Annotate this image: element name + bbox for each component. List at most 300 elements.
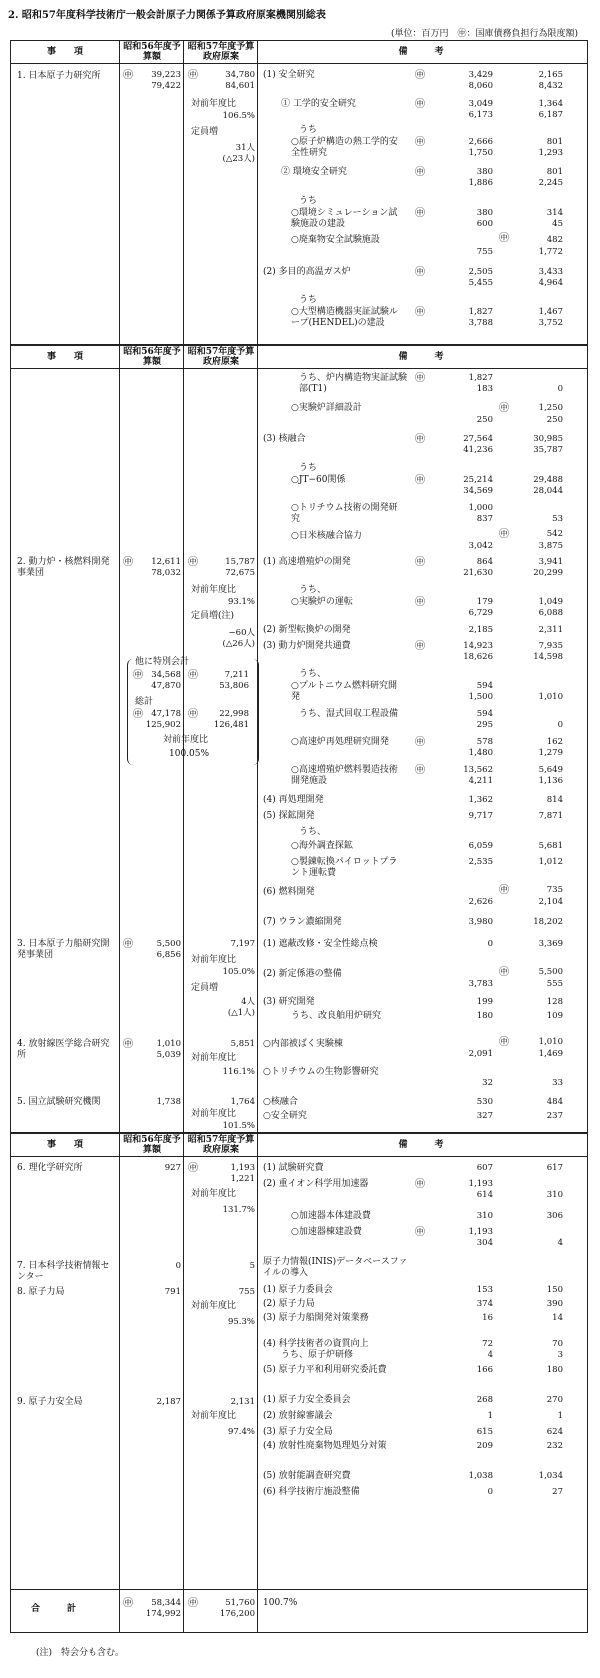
mark: ㊥ xyxy=(415,137,425,148)
remark-value: 4,964 xyxy=(538,278,563,288)
remark-label: ○大型構造機器実証試験ループ(HENDEL)の建設 xyxy=(291,307,398,328)
total-prev: 174,992 xyxy=(145,1609,181,1619)
remark-value: 128 xyxy=(546,997,563,1007)
remark-value: 1,034 xyxy=(538,1471,563,1481)
remark-value: 1,049 xyxy=(538,597,563,607)
header-prev: 昭和56年度予算額 xyxy=(123,1135,181,1155)
remark-value: 482 xyxy=(546,235,563,245)
item-name: 8. 原子力局 xyxy=(17,1287,65,1297)
remark-value: 864 xyxy=(476,557,493,567)
remark-value: 1,469 xyxy=(538,1049,563,1059)
staff-value: −60人 xyxy=(228,628,255,638)
table-header xyxy=(11,345,587,369)
total-ratio: 100.7% xyxy=(263,1598,298,1608)
remark-value: 180 xyxy=(546,1365,563,1375)
header-curr: 昭和57年度予算政府原案 xyxy=(187,347,255,367)
remark-value: 3,941 xyxy=(538,557,563,567)
remark-value: 3,042 xyxy=(468,541,493,551)
header-curr: 昭和57年度予算政府原案 xyxy=(187,1135,255,1155)
remark-value: 3,049 xyxy=(468,99,493,109)
remark-label: (1) 遮蔽改修・安全性総点検 xyxy=(263,939,378,949)
remark-value: 327 xyxy=(476,1111,493,1121)
prev-value: 6,856 xyxy=(156,950,181,960)
remark-value: 380 xyxy=(476,167,493,177)
mark: ㊥ xyxy=(415,641,425,652)
remark-value: 1,193 xyxy=(468,1179,493,1189)
remark-value: 1,480 xyxy=(468,748,493,758)
special-value: 34,568 xyxy=(151,670,181,680)
remark-value: 310 xyxy=(546,1190,563,1200)
header-prev: 昭和56年度予算額 xyxy=(123,42,181,62)
remark-value: 270 xyxy=(546,1395,563,1405)
item-name: 1. 日本原子力研究所 xyxy=(17,71,101,81)
mark: ㊥ xyxy=(499,403,509,414)
remark-label: ○トリチウム技術の開発研究 xyxy=(291,503,398,524)
ratio-value: 97.4% xyxy=(227,1427,255,1437)
remark-value: 1,000 xyxy=(468,503,493,513)
prev-value: 1,010 xyxy=(156,1039,181,1049)
remark-value: 3,980 xyxy=(468,917,493,927)
remark-label: うち、炉内構造物実証試験部(T1) xyxy=(299,373,408,394)
remark-value: 1,010 xyxy=(538,1037,563,1047)
curr-value: 1,764 xyxy=(230,1097,255,1107)
remark-value: 1,279 xyxy=(538,748,563,758)
mark: ㊥ xyxy=(499,885,509,896)
mark: ㊥ xyxy=(415,1179,425,1190)
remark-label: (4) 放射性廃棄物処理処分対策 xyxy=(263,1441,387,1451)
curr-value: 7,197 xyxy=(230,939,255,949)
remark-label: (2) 新定係港の整備 xyxy=(263,969,342,979)
prev-value: 39,223 xyxy=(151,70,181,80)
remark-label: 原子力情報(INIS)データベースファイルの導入 xyxy=(263,1257,408,1278)
grand-total-value: 22,998 xyxy=(219,709,249,719)
remark-label: ① 工学的安全研究 xyxy=(281,99,356,109)
header-remarks: 備 考 xyxy=(398,352,444,362)
remark-value: 0 xyxy=(487,1487,493,1497)
mark: ㊥ xyxy=(188,670,198,681)
prev-value: 79,422 xyxy=(151,81,181,91)
remark-label: ○安全研究 xyxy=(263,1111,307,1121)
grand-total-ratio-label: 対前年度比 xyxy=(163,735,209,745)
remark-value: 6,173 xyxy=(468,110,493,120)
ratio-label: 対前年度比 xyxy=(191,1301,237,1311)
remark-label: ○実験炉詳細設計 xyxy=(291,403,362,413)
remark-value: 70 xyxy=(552,1339,563,1349)
remark-value: 374 xyxy=(476,1299,493,1309)
table-section-1 xyxy=(10,40,588,345)
mark: ㊥ xyxy=(133,709,143,720)
remark-value: 7,871 xyxy=(538,811,563,821)
remark-label: (1) 安全研究 xyxy=(263,70,315,80)
remark-label: うち xyxy=(299,196,318,206)
table-section-3 xyxy=(10,1133,588,1589)
remark-value: 30,985 xyxy=(533,434,563,444)
header-item: 事 項 xyxy=(46,47,83,57)
remark-label: ○環境シミュレーション試験施設の建設 xyxy=(291,208,398,229)
remark-value: 29,488 xyxy=(533,475,563,485)
prev-value: 791 xyxy=(164,1287,181,1297)
remark-value: 1,193 xyxy=(468,1227,493,1237)
staff-value: (△1人) xyxy=(227,1008,255,1018)
remark-value: 41,236 xyxy=(463,445,493,455)
remark-value: 5,649 xyxy=(538,765,563,775)
remark-value: 14,923 xyxy=(463,641,493,651)
remark-label: (5) 探鉱開発 xyxy=(263,811,315,821)
remark-label: (4) 科学技術者の資質向上 xyxy=(263,1339,369,1349)
remark-value: 209 xyxy=(476,1441,493,1451)
mark: ㊥ xyxy=(415,557,425,568)
remark-label: (1) 試験研究費 xyxy=(263,1163,324,1173)
remark-value: 578 xyxy=(476,737,493,747)
remark-value: 555 xyxy=(546,979,563,989)
remark-value: 615 xyxy=(476,1427,493,1437)
remark-value: 2,666 xyxy=(468,137,493,147)
remark-value: 5,500 xyxy=(538,967,563,977)
ratio-value: 131.7% xyxy=(222,1205,255,1215)
remark-value: 4 xyxy=(487,1350,493,1360)
remark-label: ○核融合 xyxy=(263,1097,298,1107)
remark-label: (1) 高速増殖炉の開発 xyxy=(263,557,351,567)
remark-value: 306 xyxy=(546,1211,563,1221)
remark-value: 1,293 xyxy=(538,148,563,158)
remark-value: 594 xyxy=(476,681,493,691)
remark-value: 624 xyxy=(546,1427,563,1437)
total-curr: 51,760 xyxy=(225,1598,255,1608)
remark-value: 13,562 xyxy=(463,765,493,775)
header-item: 事 項 xyxy=(46,352,83,362)
remark-value: 4,211 xyxy=(468,776,493,786)
remark-value: 162 xyxy=(546,737,563,747)
remark-value: 1,250 xyxy=(538,403,563,413)
remark-value: 16 xyxy=(482,1313,493,1323)
remark-value: 1,467 xyxy=(538,307,563,317)
remark-value: 32 xyxy=(482,1078,493,1088)
remark-value: 14 xyxy=(552,1313,563,1323)
remark-value: 0 xyxy=(557,384,563,394)
remark-value: 390 xyxy=(546,1299,563,1309)
remark-label: (1) 原子力安全委員会 xyxy=(263,1395,351,1405)
remark-label: ○加速器本体建設費 xyxy=(291,1211,371,1221)
grand-total-value: 47,178 xyxy=(151,709,181,719)
remark-value: 1 xyxy=(487,1411,493,1421)
remark-value: 7,935 xyxy=(538,641,563,651)
table-header xyxy=(11,41,587,64)
remark-label: (2) 重イオン科学用加速器 xyxy=(263,1179,369,1189)
remark-value: 1,827 xyxy=(468,373,493,383)
mark: ㊥ xyxy=(123,70,133,81)
remark-label: ○加速器棟建設費 xyxy=(291,1227,362,1237)
remark-value: 20,299 xyxy=(533,568,563,578)
remark-label: (3) 研究開発 xyxy=(263,997,315,1007)
remark-value: 183 xyxy=(476,384,493,394)
remark-value: 4 xyxy=(557,1238,563,1248)
ratio-label: 対前年度比 xyxy=(191,1053,237,1063)
curr-value: 34,780 xyxy=(225,70,255,80)
item-name: 6. 理化学研究所 xyxy=(17,1163,83,1173)
remark-value: 6,088 xyxy=(538,608,563,618)
remark-value: 380 xyxy=(476,208,493,218)
prev-value: 0 xyxy=(175,1261,181,1271)
ratio-label: 対前年度比 xyxy=(191,99,237,109)
curr-value: 84,601 xyxy=(225,81,255,91)
item-name: 3. 日本原子力船研究開発事業団 xyxy=(17,939,110,960)
curr-value: 15,787 xyxy=(225,557,255,567)
remark-value: 600 xyxy=(476,219,493,229)
remark-value: 735 xyxy=(546,885,563,895)
mark: ㊥ xyxy=(415,1227,425,1238)
ratio-value: 105.0% xyxy=(222,967,255,977)
remark-label: (3) 原子力船開発対策業務 xyxy=(263,1313,369,1323)
mark: ㊥ xyxy=(133,670,143,681)
remark-label: うち、 xyxy=(299,585,327,595)
curr-value: 1,193 xyxy=(230,1163,255,1173)
remark-label: ② 環境安全研究 xyxy=(281,167,347,177)
staff-value: 4人 xyxy=(241,997,255,1007)
staff-value: 31人 xyxy=(235,143,255,153)
ratio-label: 対前年度比 xyxy=(191,585,237,595)
prev-value: 927 xyxy=(164,1163,181,1173)
mark: ㊥ xyxy=(415,597,425,608)
remark-value: 2,185 xyxy=(468,625,493,635)
remark-value: 35,787 xyxy=(533,445,563,455)
curr-value: 755 xyxy=(238,1287,255,1297)
ratio-value: 95.3% xyxy=(227,1317,255,1327)
remark-value: 3,429 xyxy=(468,70,493,80)
remark-value: 14,598 xyxy=(533,652,563,662)
remark-label: うち、改良舶用炉研究 xyxy=(291,1011,382,1021)
remark-value: 801 xyxy=(546,167,563,177)
total-row xyxy=(10,1589,588,1633)
remark-value: 18,202 xyxy=(533,917,563,927)
ratio-label: 対前年度比 xyxy=(191,1109,237,1119)
remark-label: ○内部被ばく実験棟 xyxy=(263,1039,343,1049)
special-value: 7,211 xyxy=(224,670,249,680)
remark-value: 1,827 xyxy=(468,307,493,317)
remark-value: 153 xyxy=(476,1285,493,1295)
remark-label: (2) 多目的高温ガス炉 xyxy=(263,267,351,277)
item-name: 2. 動力炉・核燃料開発事業団 xyxy=(17,557,110,578)
special-value: 47,870 xyxy=(151,681,181,691)
mark: ㊥ xyxy=(415,434,425,445)
remark-label: (6) 燃料開発 xyxy=(263,887,315,897)
remark-value: 237 xyxy=(546,1111,563,1121)
header-item: 事 項 xyxy=(46,1140,83,1150)
mark: ㊥ xyxy=(415,267,425,278)
remark-value: 3,783 xyxy=(468,979,493,989)
remark-value: 304 xyxy=(476,1238,493,1248)
staff-label: 定員増(注) xyxy=(191,611,235,621)
remark-value: 5,681 xyxy=(538,841,563,851)
remark-value: 1 xyxy=(557,1411,563,1421)
mark: ㊥ xyxy=(415,99,425,110)
header-remarks: 備 考 xyxy=(398,1140,444,1150)
mark: ㊥ xyxy=(415,167,425,178)
mark: ㊥ xyxy=(188,1598,198,1609)
remark-label: (5) 放射能調査研究費 xyxy=(263,1471,351,1481)
remark-label: ○日米核融合協力 xyxy=(291,531,362,541)
remark-value: 268 xyxy=(476,1395,493,1405)
remark-value: 6,187 xyxy=(538,110,563,120)
ratio-value: 106.5% xyxy=(222,111,255,121)
remark-value: 6,059 xyxy=(468,841,493,851)
mark: ㊥ xyxy=(415,737,425,748)
prev-value: 2,187 xyxy=(156,1397,181,1407)
remark-label: うち xyxy=(299,125,318,135)
remark-value: 45 xyxy=(552,219,563,229)
total-prev: 58,344 xyxy=(151,1598,181,1608)
mark: ㊥ xyxy=(499,1037,509,1048)
grand-total-ratio: 100.05% xyxy=(169,749,210,759)
remark-value: 166 xyxy=(476,1365,493,1375)
total-curr: 176,200 xyxy=(219,1609,255,1619)
page-title: 2. 昭和57年度科学技術庁一般会計原子力関係予算政府原案機関別総表 xyxy=(8,10,326,21)
remark-value: 9,717 xyxy=(468,811,493,821)
remark-label: (5) 原子力平和利用研究委託費 xyxy=(263,1365,387,1375)
remark-value: 21,630 xyxy=(463,568,493,578)
ratio-label: 対前年度比 xyxy=(191,1189,237,1199)
remark-value: 5,455 xyxy=(468,278,493,288)
remark-label: (6) 科学技術庁施設整備 xyxy=(263,1487,360,1497)
unit-note: (単位：百万円 ㊥：国庫債務負担行為限度額) xyxy=(390,29,578,39)
prev-value: 12,611 xyxy=(151,557,181,567)
remark-value: 755 xyxy=(476,247,493,257)
mark: ㊥ xyxy=(415,208,425,219)
remark-label: うち xyxy=(299,463,318,473)
remark-value: 250 xyxy=(546,415,563,425)
remark-label: (3) 核融合 xyxy=(263,434,306,444)
remark-label: (2) 新型転換炉の開発 xyxy=(263,625,351,635)
prev-value: 5,500 xyxy=(156,939,181,949)
remark-value: 2,165 xyxy=(538,70,563,80)
remark-label: (2) 原子力局 xyxy=(263,1299,315,1309)
remark-value: 1,886 xyxy=(468,178,493,188)
remark-value: 3,369 xyxy=(538,939,563,949)
remark-label: うち、 xyxy=(299,827,327,837)
remark-value: 3 xyxy=(557,1350,563,1360)
remark-value: 8,060 xyxy=(468,81,493,91)
staff-value: (△26人) xyxy=(222,639,255,649)
remark-value: 2,091 xyxy=(468,1049,493,1059)
remark-value: 180 xyxy=(476,1011,493,1021)
item-name: 7. 日本科学技術情報センター xyxy=(17,1261,110,1282)
remark-label: ○原子炉構造の熱工学的安全性研究 xyxy=(291,137,398,158)
mark: ㊥ xyxy=(415,475,425,486)
remark-label: うち xyxy=(299,295,318,305)
mark: ㊥ xyxy=(123,939,133,950)
grand-total-value: 125,902 xyxy=(145,720,181,730)
prev-value: 5,039 xyxy=(156,1050,181,1060)
ratio-value: 93.1% xyxy=(227,597,255,607)
remark-value: 25,214 xyxy=(463,475,493,485)
remark-value: 1,364 xyxy=(538,99,563,109)
remark-value: 2,505 xyxy=(468,267,493,277)
remark-value: 72 xyxy=(482,1339,493,1349)
item-name: 9. 原子力安全局 xyxy=(17,1397,83,1407)
remark-value: 179 xyxy=(476,597,493,607)
remark-value: 617 xyxy=(546,1163,563,1173)
remark-value: 607 xyxy=(476,1163,493,1173)
remark-value: 53 xyxy=(552,514,563,524)
ratio-value: 101.5% xyxy=(222,1121,255,1131)
remark-label: ○廃棄物安全試験施設 xyxy=(291,235,380,245)
remark-value: 1,500 xyxy=(468,692,493,702)
header-prev: 昭和56年度予算額 xyxy=(123,347,181,367)
remark-label: うち、原子炉研修 xyxy=(281,1350,354,1360)
remark-value: 594 xyxy=(476,709,493,719)
curr-value: 72,675 xyxy=(225,568,255,578)
staff-label: 定員増 xyxy=(191,127,219,137)
ratio-label: 対前年度比 xyxy=(191,1411,237,1421)
staff-label: 定員増 xyxy=(191,983,219,993)
remark-label: ○実験炉の運転 xyxy=(291,597,353,607)
curr-value: 2,131 xyxy=(230,1397,255,1407)
mark: ㊥ xyxy=(499,967,509,978)
item-name: 4. 放射線医学総合研究所 xyxy=(17,1039,110,1060)
remark-value: 837 xyxy=(476,514,493,524)
remark-value: 3,752 xyxy=(538,318,563,328)
ratio-value: 116.1% xyxy=(222,1067,255,1077)
remark-value: 109 xyxy=(546,1011,563,1021)
remark-value: 3,788 xyxy=(468,318,493,328)
remark-label: うち、 xyxy=(299,669,327,679)
remark-value: 0 xyxy=(557,720,563,730)
remark-value: 250 xyxy=(476,415,493,425)
remark-value: 8,432 xyxy=(538,81,563,91)
remark-value: 1,038 xyxy=(468,1471,493,1481)
remark-value: 0 xyxy=(487,939,493,949)
remark-label: (3) 原子力安全局 xyxy=(263,1427,333,1437)
remark-label: (7) ウラン濃縮開発 xyxy=(263,917,342,927)
special-account-label: 他に特別会計 xyxy=(135,657,190,667)
curr-value: 5 xyxy=(249,1261,255,1271)
mark: ㊥ xyxy=(188,557,198,568)
grand-total-label: 総計 xyxy=(135,697,154,707)
remark-value: 199 xyxy=(476,997,493,1007)
remark-value: 150 xyxy=(546,1285,563,1295)
mark: ㊥ xyxy=(123,1039,133,1050)
mark: ㊥ xyxy=(188,70,198,81)
curr-value: 1,221 xyxy=(230,1174,255,1184)
grand-total-value: 126,481 xyxy=(213,720,249,730)
remark-value: 28,044 xyxy=(533,486,563,496)
remark-label: ○高速炉再処理研究開発 xyxy=(291,737,389,747)
item-name: 5. 国立試験研究機関 xyxy=(17,1097,101,1107)
remark-value: 18,626 xyxy=(463,652,493,662)
remark-value: 314 xyxy=(546,208,563,218)
remark-label: (1) 原子力委員会 xyxy=(263,1285,333,1295)
remark-label: ○製錬転換パイロットプラント運転費 xyxy=(291,857,398,878)
remark-label: ○JT−60関係 xyxy=(291,475,346,485)
staff-value: (△23人) xyxy=(222,154,255,164)
mark: ㊥ xyxy=(188,1163,198,1174)
remark-label: ○トリチウムの生物影響研究 xyxy=(263,1067,379,1077)
remark-value: 34,569 xyxy=(463,486,493,496)
remark-value: 1,362 xyxy=(468,795,493,805)
header-curr: 昭和57年度予算政府原案 xyxy=(187,42,255,62)
mark: ㊥ xyxy=(415,70,425,81)
remark-label: (3) 動力炉開発共通費 xyxy=(263,641,351,651)
total-label: 合 計 xyxy=(31,1604,77,1614)
remark-label: うち、湿式回収工程設備 xyxy=(299,709,399,719)
remark-value: 27,564 xyxy=(463,434,493,444)
remark-value: 3,875 xyxy=(538,541,563,551)
remark-value: 232 xyxy=(546,1441,563,1451)
curr-value: 5,851 xyxy=(230,1039,255,1049)
mark: ㊥ xyxy=(499,233,509,244)
mark: ㊥ xyxy=(415,373,425,384)
mark: ㊥ xyxy=(499,529,509,540)
remark-label: (4) 再処理開発 xyxy=(263,795,324,805)
